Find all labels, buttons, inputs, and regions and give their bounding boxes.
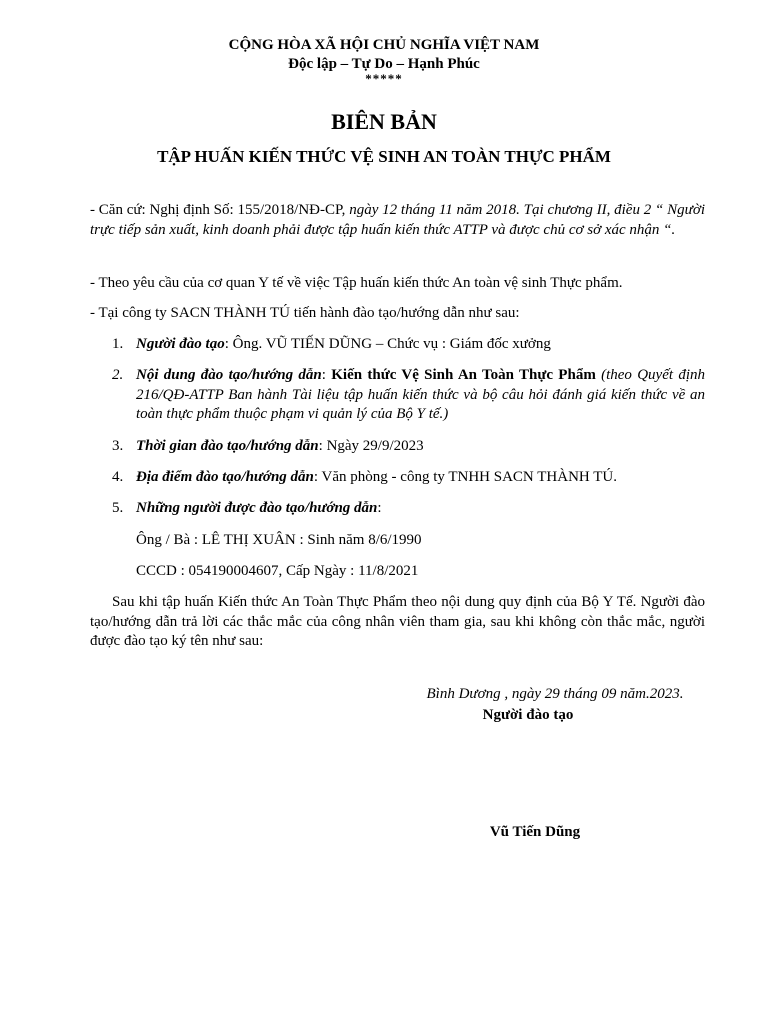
list-text: [136, 335, 705, 355]
basis-prefix: - Căn cứ: Nghị định Số: 155/2018/NĐ-CP,: [90, 202, 350, 218]
company-intro: - Tại công ty SACN THÀNH TÚ tiến hành đào tạo/hướng dẫn như sau:: [90, 305, 520, 321]
document-subtitle: TẬP HUẤN KIẾN THỨC VỆ SINH AN TOÀN THỰC PHẨM: [157, 147, 611, 166]
stars-divider: *****: [365, 71, 403, 86]
list-number: 4.: [112, 469, 124, 485]
basis-paragraph: [90, 201, 705, 240]
list-number: 5.: [112, 500, 124, 516]
signature-place-date: Bình Dương , ngày 29 tháng 09 năm.2023.: [426, 686, 684, 702]
trainee-line: Ông / Bà : LÊ THỊ XUÂN : Sinh năm 8/6/1990: [136, 532, 422, 548]
list-number: 3.: [112, 438, 124, 454]
item-value: Ông. VŨ TIẾN DŨNG – Chức vụ : Giám đốc xưởng: [232, 336, 551, 352]
item-sep: :: [377, 500, 382, 516]
nation-header: CỘNG HÒA XÃ HỘI CHỦ NGHĨA VIỆT NAM: [228, 37, 540, 53]
list-text: [136, 468, 705, 488]
item-sep: :: [318, 438, 327, 454]
list-text: [136, 499, 705, 519]
item-sep: :: [321, 367, 332, 383]
item-sep: :: [224, 336, 233, 352]
basis-italic: ngày 12 tháng 11 năm 2018. Tại chương II, điều 2 “ Người trực tiếp sản xuất, kinh doanh phải được tập huấn kiến thức ATTP và được chủ cơ sở xác nhận “.: [90, 202, 705, 238]
signature-role: Người đào tạo: [482, 707, 574, 723]
list-number: 2.: [112, 367, 124, 383]
item-label: Địa điểm đào tạo/hướng dẫn: [136, 469, 314, 485]
request-paragraph: - Theo yêu cầu của cơ quan Y tế về việc Tập huấn kiến thức An toàn vệ sinh Thực phẩm.: [90, 275, 623, 291]
list-text: [136, 437, 705, 457]
item-value: Văn phòng - công ty TNHH SACN THÀNH TÚ.: [321, 469, 617, 485]
item-label: Thời gian đào tạo/hướng dẫn: [136, 438, 319, 454]
trainee-id-line: CCCD : 054190004607, Cấp Ngày : 11/8/2021: [136, 563, 419, 579]
list-text: [136, 366, 705, 425]
item-label: Những người được đào tạo/hướng dẫn: [136, 500, 378, 516]
item-sep: :: [313, 469, 322, 485]
list-number: 1.: [112, 336, 124, 352]
item-value-bold: Kiến thức Vệ Sinh An Toàn Thực Phẩm: [331, 367, 596, 383]
document-title: BIÊN BẢN: [331, 109, 437, 134]
item-label: Người đào tạo: [136, 336, 225, 352]
motto: Độc lập – Tự Do – Hạnh Phúc: [288, 56, 480, 72]
item-value-italic: (theo Quyết định 216/QĐ-ATTP Ban hành Tài liệu tập huấn kiến thức và bộ câu hỏi đánh giá kiến thức về an toàn thực phẩm thuộc phạm vi quản lý của Bộ Y tế.): [136, 367, 705, 422]
item-value: Ngày 29/9/2023: [326, 438, 424, 454]
signature-name: Vũ Tiến Dũng: [489, 824, 581, 840]
closing-paragraph: Sau khi tập huấn Kiến thức An Toàn Thực Phẩm theo nội dung quy định của Bộ Y Tế. Người đào tạo/hướng dẫn trả lời các thắc mắc của công nhân viên tham gia, sau khi không còn thắc mắc, người được đào tạo ký tên như sau:: [90, 594, 705, 649]
item-label: Nội dung đào tạo/hướng dẫn: [136, 367, 322, 383]
